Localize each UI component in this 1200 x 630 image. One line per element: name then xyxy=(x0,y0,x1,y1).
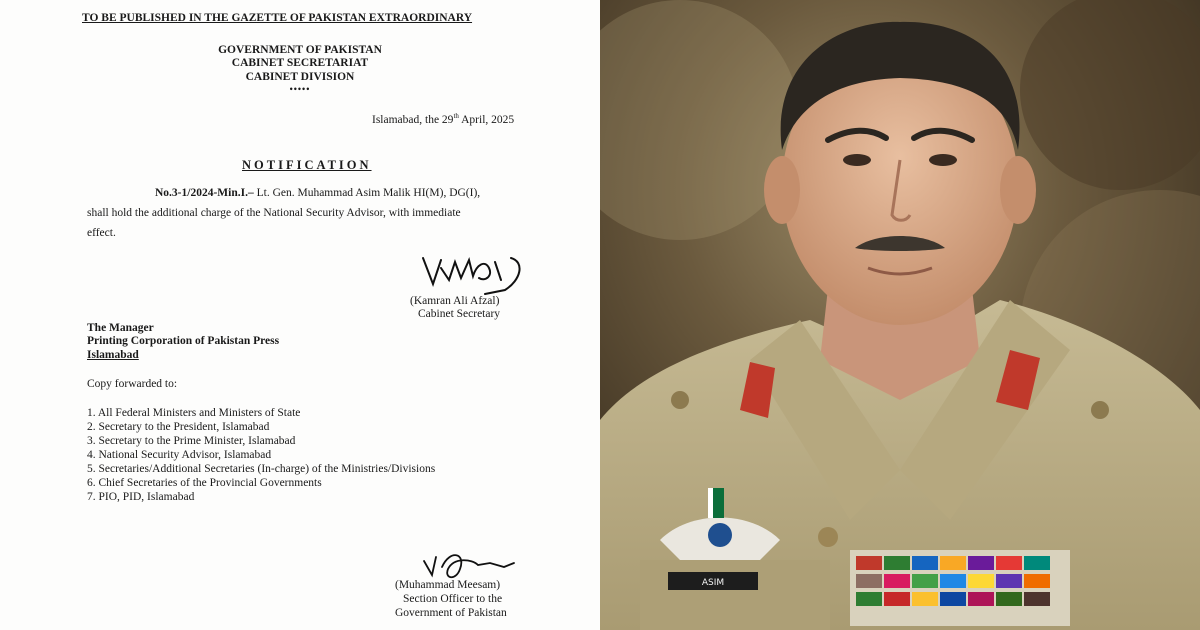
medal-ribbons xyxy=(850,550,1070,626)
copy-list-item: 1. All Federal Ministers and Ministers of State xyxy=(87,407,301,419)
official-portrait xyxy=(600,0,1200,630)
signatory-name: (Kamran Ali Afzal) xyxy=(410,295,500,307)
org-line-2: CABINET SECRETARIAT xyxy=(231,57,369,69)
date-line xyxy=(372,113,514,126)
copy-forwarded-label: Copy forwarded to: xyxy=(87,378,178,390)
copy-list-item: 4. National Security Advisor, Islamabad xyxy=(87,449,272,461)
ref-no: No.3-1/2024-Min.I.– xyxy=(155,187,254,199)
date-prefix: Islamabad, the 29 xyxy=(372,113,454,126)
recipient-line-2: Printing Corporation of Pakistan Press xyxy=(87,335,280,347)
section-officer-org: Government of Pakistan xyxy=(395,607,507,619)
body-line-3: effect. xyxy=(87,227,116,239)
portrait-illustration xyxy=(600,0,1200,630)
copy-list-item: 3. Secretary to the Prime Minister, Islamabad xyxy=(87,435,296,447)
gazette-header: TO BE PUBLISHED IN THE GAZETTE OF PAKISTAN EXTRAORDINARY xyxy=(82,12,473,24)
copy-list-item: 5. Secretaries/Additional Secretaries (In-charge) of the Ministries/Divisions xyxy=(87,463,436,475)
copy-list-item: 7. PIO, PID, Islamabad xyxy=(87,491,195,503)
notification-title: NOTIFICATION xyxy=(242,158,372,172)
body-line-1-text: Lt. Gen. Muhammad Asim Malik HI(M), DG(I), xyxy=(253,187,481,199)
copy-list-item: 6. Chief Secretaries of the Provincial Governments xyxy=(87,477,322,489)
separator: ••••• xyxy=(289,84,311,94)
date-sup: th xyxy=(453,112,459,120)
recipient-line-1: The Manager xyxy=(87,322,154,334)
org-line-1: GOVERNMENT OF PAKISTAN xyxy=(218,44,382,56)
signatory-title: Cabinet Secretary xyxy=(418,308,501,320)
cabinet-secretary-signature xyxy=(415,250,535,298)
section-officer-name: (Muhammad Meesam) xyxy=(395,579,501,591)
recipient-line-3: Islamabad xyxy=(87,349,139,361)
section-officer-title: Section Officer to the xyxy=(403,593,503,605)
body-line-1 xyxy=(155,188,480,200)
body-line-2: shall hold the additional charge of the National Security Advisor, with immediate xyxy=(87,207,461,219)
org-line-3: CABINET DIVISION xyxy=(245,71,355,83)
date-suffix: April, 2025 xyxy=(458,113,515,126)
copy-list-item: 2. Secretary to the President, Islamabad xyxy=(87,421,270,433)
name-tag: ASIM xyxy=(701,578,725,588)
